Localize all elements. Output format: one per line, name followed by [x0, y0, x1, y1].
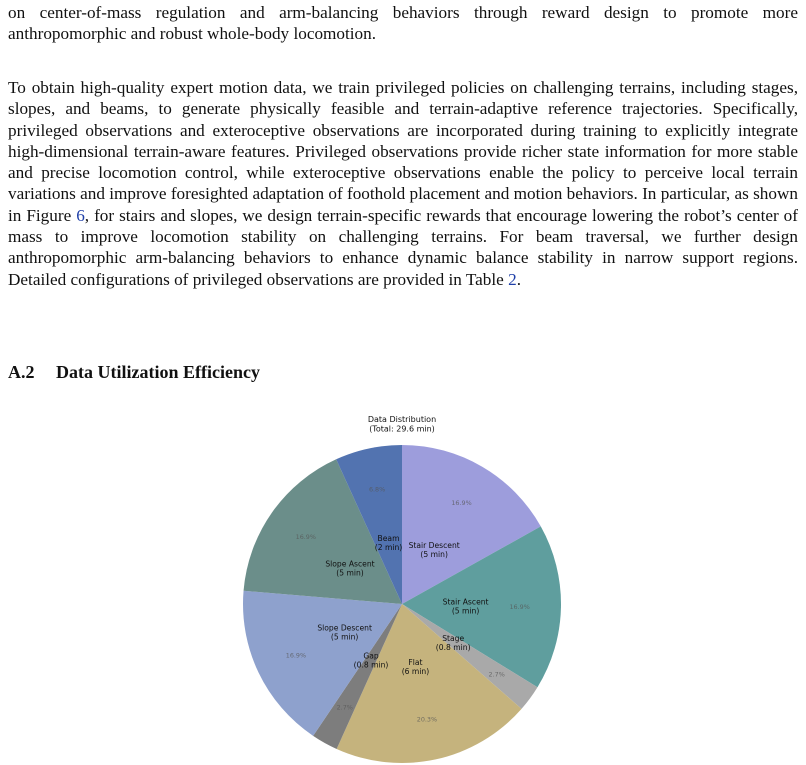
slice-label-stair-descent: Stair Descent (5 min) — [408, 541, 460, 560]
slice-label-stage: Stage (0.8 min) — [435, 633, 471, 652]
slice-label-flat: Flat (6 min) — [401, 658, 430, 677]
slice-percent-gap: 2.7% — [336, 703, 353, 712]
section-title-text: Data Utilization Efficiency — [56, 362, 260, 382]
paragraph-expert-data — [8, 77, 798, 290]
slice-percent-stair-ascent: 16.9% — [509, 602, 530, 611]
slice-label-gap: Gap (0.8 min) — [353, 651, 389, 670]
paragraph-text-part-1: To obtain high-quality expert motion data, we train privileged policies on challenging terrains, including stages, slopes, and beams, to generate physically feasible and terrain-adaptive reference trajectories. Specifically, privileged observations and exteroceptive observations are incorporated during training to explicitly integrate high-dimensional terrain-aware features. Privileged observations provide richer state information for more stable and precise locomotion control, while exteroceptive observations enable the policy to perceive local terrain variations and improve foresighted adaptation of foothold placement and motion behaviors. In particular, as shown in Figure — [8, 78, 798, 225]
slice-percent-slope-ascent: 16.9% — [295, 532, 316, 541]
slice-label-stair-ascent: Stair Ascent (5 min) — [442, 597, 489, 616]
paragraph-intro-end: on center-of-mass regulation and arm-balancing behaviors through reward design to promote more anthropomorphic and robust whole-body locomotion. — [8, 3, 798, 44]
slice-label-slope-ascent: Slope Ascent (5 min) — [325, 559, 375, 578]
slice-percent-slope-descent: 16.9% — [285, 651, 307, 660]
data-distribution-pie-chart — [0, 408, 806, 765]
slice-percent-stair-descent: 16.9% — [451, 499, 472, 508]
section-heading — [8, 362, 260, 383]
slice-percent-flat: 20.3% — [416, 715, 438, 724]
slice-label-beam: Beam (2 min) — [374, 533, 403, 552]
slice-label-slope-descent: Slope Descent (5 min) — [317, 623, 372, 642]
section-number: A.2 — [8, 362, 35, 382]
paragraph-text-end: . — [516, 269, 521, 289]
chart-subtitle: (Total: 29.6 min) — [369, 424, 435, 434]
paragraph-text-part-2: , for stairs and slopes, we design terrain-specific rewards that encourage lowering the robot’s center of mass to improve locomotion stability on challenging terrains. For beam traversal, we further design anthropomorphic arm-balancing behaviors to enhance dynamic balance stability in narrow support regions. Detailed configurations of privileged observations are provided in Table — [8, 205, 798, 289]
table-reference-link[interactable]: 2 — [508, 269, 517, 289]
chart-title: Data Distribution — [367, 415, 437, 424]
slice-percent-beam: 6.8% — [368, 485, 386, 494]
figure-reference-link[interactable]: 6 — [76, 205, 85, 225]
slice-percent-stage: 2.7% — [488, 670, 505, 679]
